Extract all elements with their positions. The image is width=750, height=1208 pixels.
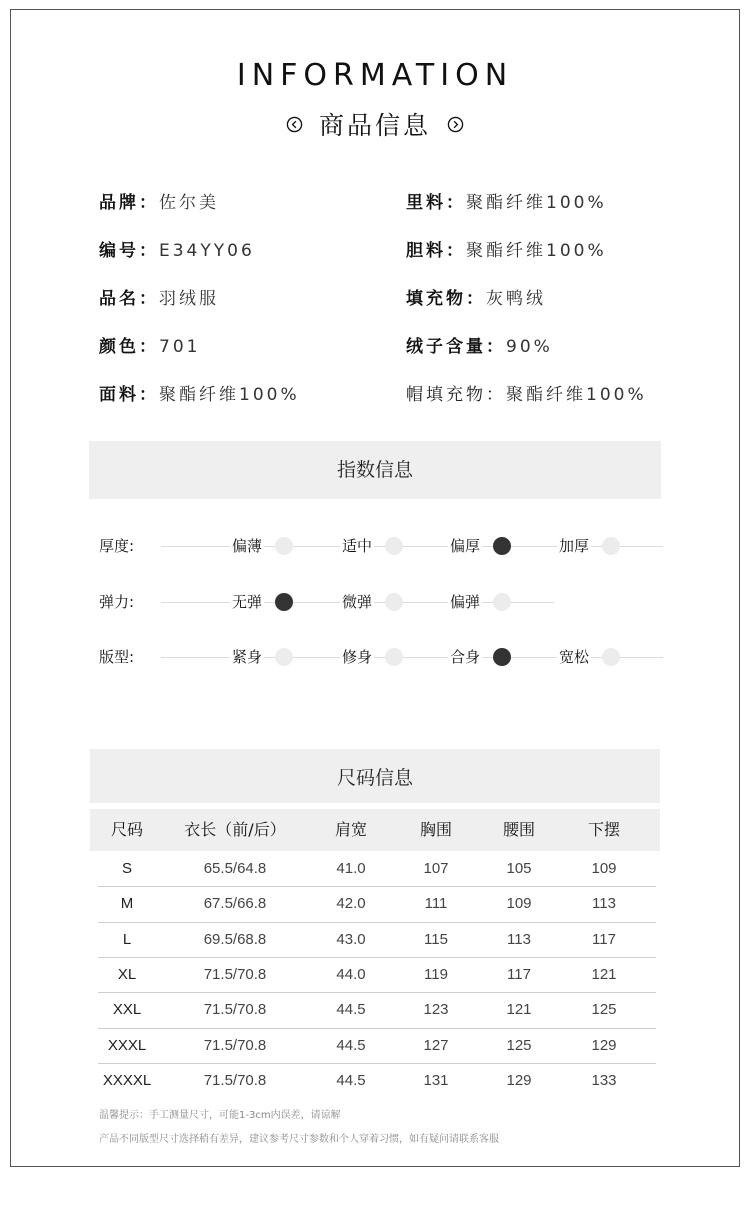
size-table-row	[0, 922, 750, 957]
size-table-cell: 125	[506, 1036, 532, 1054]
size-table-row	[0, 886, 750, 921]
size-table-cell: 109	[591, 860, 617, 877]
size-table-row	[0, 1063, 750, 1098]
info-brand: 品牌：佐尔美	[99, 193, 219, 213]
size-table-cell: 71.5/70.8	[203, 1001, 267, 1019]
header-cell: 胸围	[419, 820, 452, 839]
size-table-cell: 117	[507, 965, 531, 983]
option-dot	[602, 537, 620, 555]
option-dot-selected	[493, 648, 511, 666]
info-fabric: 面料：聚酯纤维100%	[99, 385, 300, 405]
note-fit-advice: 产品不同版型尺寸选择稍有差异，建议参考尺寸参数和个人穿着习惯，如有疑问请联系客服	[99, 1134, 499, 1145]
index-row-label: 版型:	[99, 648, 135, 666]
index-row-label: 厚度:	[99, 537, 135, 555]
size-table-cell: 119	[424, 965, 448, 983]
size-table-row	[0, 992, 750, 1027]
size-table-cell: XXXL	[107, 1036, 147, 1054]
size-table-cell: 133	[591, 1071, 617, 1089]
option-label: 适中	[340, 534, 374, 558]
size-table-cell: 123	[423, 1001, 449, 1019]
size-table-cell: 69.5/68.8	[203, 930, 267, 948]
size-table-cell: 117	[592, 930, 616, 948]
option-dot	[275, 648, 293, 666]
option-label: 偏厚	[448, 534, 482, 558]
size-table-cell: 41.0	[336, 860, 366, 877]
size-table-cell: 71.5/70.8	[203, 965, 267, 983]
option-dot	[493, 593, 511, 611]
info-lining: 里料：聚酯纤维100%	[406, 193, 607, 213]
size-table-cell: 131	[423, 1071, 449, 1089]
option-dot	[385, 648, 403, 666]
title-chinese-row	[0, 106, 750, 142]
size-table-cell: 107	[423, 860, 449, 877]
option-dot	[275, 537, 293, 555]
size-table-cell: 127	[423, 1036, 449, 1054]
size-table-cell: 115	[424, 930, 448, 948]
index-row-label: 弹力:	[99, 593, 135, 611]
note-measurement: 温馨提示：手工测量尺寸，可能1-3cm内误差，请谅解	[99, 1110, 341, 1121]
size-table-cell: XL	[117, 965, 137, 983]
size-table-cell: 44.5	[336, 1071, 366, 1089]
size-table-cell: 109	[506, 895, 532, 913]
size-table-cell: 44.0	[336, 965, 366, 983]
size-table-cell: 121	[591, 965, 617, 983]
option-label: 紧身	[230, 645, 264, 669]
header-cell: 肩宽	[334, 820, 367, 839]
option-label: 偏薄	[230, 534, 264, 558]
size-table-cell: 111	[424, 895, 448, 913]
option-label: 加厚	[557, 534, 591, 558]
option-dot	[385, 537, 403, 555]
size-section-title: 尺码信息	[90, 749, 660, 803]
size-table-cell: 121	[506, 1001, 532, 1019]
header-cell: 下摆	[587, 820, 620, 839]
size-table-row	[0, 1028, 750, 1063]
size-table-cell: 129	[591, 1036, 617, 1054]
info-inner-lining: 胆料：聚酯纤维100%	[406, 241, 607, 261]
option-dot	[385, 593, 403, 611]
option-dot	[602, 648, 620, 666]
size-table-cell: 71.5/70.8	[203, 1036, 267, 1054]
option-label: 合身	[448, 645, 482, 669]
index-row-thickness	[0, 534, 750, 558]
circled-arrow-left-icon	[286, 116, 303, 133]
size-table-cell: 44.5	[336, 1036, 366, 1054]
size-table-cell: 129	[506, 1071, 532, 1089]
size-table-cell: XXL	[112, 1001, 142, 1019]
size-table-row	[0, 957, 750, 992]
option-label: 修身	[340, 645, 374, 669]
info-color: 颜色：701	[99, 337, 201, 357]
option-label: 无弹	[230, 590, 264, 614]
option-dot-selected	[275, 593, 293, 611]
size-table-cell: 71.5/70.8	[203, 1071, 267, 1089]
size-table-header	[90, 809, 660, 851]
size-table-cell: 125	[591, 1001, 617, 1019]
index-row-fit	[0, 645, 750, 669]
circled-arrow-right-icon	[447, 116, 464, 133]
index-section-title: 指数信息	[89, 441, 661, 499]
size-table-row	[0, 851, 750, 886]
info-name: 品名：羽绒服	[99, 289, 219, 309]
info-code: 编号：E34YY06	[99, 241, 255, 261]
option-label: 宽松	[557, 645, 591, 669]
size-table-cell: 65.5/64.8	[203, 860, 267, 877]
size-table-cell: 67.5/66.8	[203, 895, 267, 913]
option-label: 微弹	[340, 590, 374, 614]
info-filling: 填充物：灰鸭绒	[406, 289, 546, 309]
size-table-cell: M	[120, 895, 134, 913]
size-table-cell: 113	[507, 930, 531, 948]
info-hood-filling: 帽填充物：聚酯纤维100%	[406, 385, 647, 405]
size-table-cell: 44.5	[336, 1001, 366, 1019]
option-dot-selected	[493, 537, 511, 555]
size-table-cell: 43.0	[336, 930, 366, 948]
title-chinese: 商品信息	[318, 111, 431, 140]
size-table-cell: XXXXL	[102, 1071, 152, 1089]
option-label: 偏弹	[448, 590, 482, 614]
header-cell: 衣长（前/后）	[184, 820, 286, 839]
size-table-cell: L	[122, 930, 132, 948]
size-table-cell: S	[121, 860, 132, 877]
header-cell: 腰围	[502, 820, 535, 839]
title-english: INFORMATION	[236, 58, 514, 93]
header-cell: 尺码	[110, 820, 143, 839]
index-row-elasticity	[0, 590, 750, 614]
size-table-cell: 105	[506, 860, 532, 877]
size-table-cell: 113	[592, 895, 616, 913]
info-down-content: 绒子含量：90%	[406, 337, 553, 357]
size-table-cell: 42.0	[336, 895, 366, 913]
